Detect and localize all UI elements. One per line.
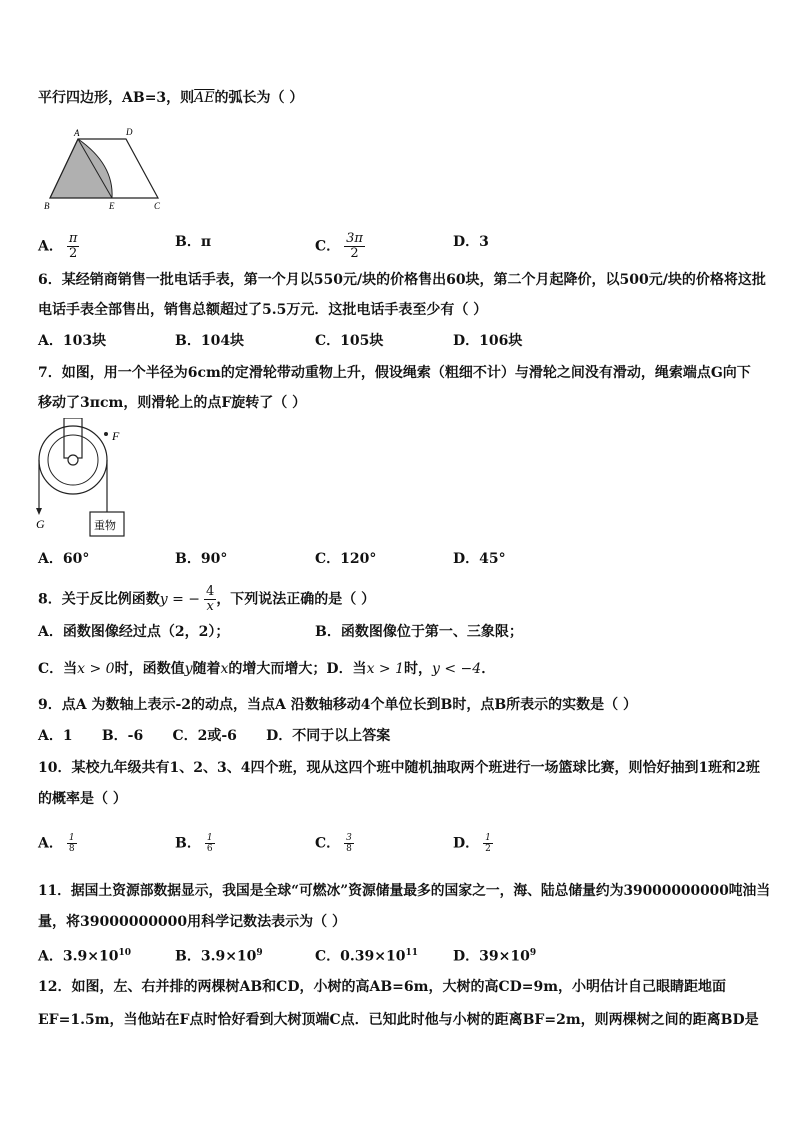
q7-line-1: 7．如图，用一个半径为6cm的定滑轮带动重物上升，假设绳索（粗细不计）与滑轮之间没有滑动，绳索端点G向下 xyxy=(38,365,751,381)
q10-option-d-label: D． xyxy=(453,835,480,852)
q11-option-d-exp: 9 xyxy=(529,948,537,958)
q5-stem-pre: 平行四边形，AB=3，则 xyxy=(38,90,195,106)
q5-option-c-fraction xyxy=(344,232,365,261)
q8-option-c-mid: 时，函数值 xyxy=(114,661,185,677)
q10-option-a-den: 8 xyxy=(68,844,75,854)
q5-option-b: B．π xyxy=(175,234,212,250)
q10-option-b xyxy=(175,833,215,854)
q5-option-c-label: C． xyxy=(315,238,341,255)
q12-line-1: 12．如图，左、右并排的两棵树AB和CD，小树的高AB=6m，大树的高CD=9m，小明估计自己眼睛距地面 xyxy=(38,979,727,995)
q8-stem-post: ，下列说法正确的是（ ） xyxy=(216,591,376,608)
q8-option-d-cond: x > 1 xyxy=(366,661,404,677)
q11-line-2: 量，将39000000000用科学记数法表示为（ ） xyxy=(38,914,347,930)
q9-options: A．1 B．-6 C．2或-6 D．不同于以上答案 xyxy=(38,728,391,744)
q8-function-lhs: y = − xyxy=(159,591,201,608)
q5-option-c-den: 2 xyxy=(350,246,359,261)
q8-option-d-res: y < −4 xyxy=(432,661,482,677)
q10-option-c-label: C． xyxy=(315,835,341,852)
q6-option-d: D．106块 xyxy=(453,333,523,349)
q5-label-d: D xyxy=(126,127,133,137)
q10-option-a-label: A． xyxy=(38,835,63,852)
q6-option-c: C．105块 xyxy=(315,333,384,349)
q11-option-c-exp: 11 xyxy=(405,948,418,958)
q5-option-a xyxy=(38,232,79,261)
q5-label-b: B xyxy=(44,201,50,211)
q8-option-a: A．函数图像经过点（2，2）； xyxy=(38,624,230,640)
q5-option-c xyxy=(315,232,365,261)
q7-label-f: F xyxy=(112,429,120,443)
q9-stem: 9．点A 为数轴上表示-2的动点，当点A 沿数轴移动4个单位长到B时，点B所表示的实数是（ ） xyxy=(38,697,638,713)
q7-option-a: A．60° xyxy=(38,551,90,567)
q7-option-c: C．120° xyxy=(315,551,377,567)
q7-weight-label: 重物 xyxy=(94,519,116,532)
q8-option-c-mid2: 随着 xyxy=(192,661,221,677)
q7-label-g: G xyxy=(36,517,45,531)
q10-option-d-fraction xyxy=(483,833,493,854)
q10-option-b-den: 6 xyxy=(206,844,213,854)
q11-line-1: 11．据国土资源部数据显示，我国是全球“可燃冰”资源储量最多的国家之一，海、陆总储量约为39000000000吨油当 xyxy=(38,883,771,899)
q8-option-c-cond: x > 0 xyxy=(77,661,115,677)
q10-option-c-fraction xyxy=(344,833,354,854)
q11-option-b-base: B．3.9×10 xyxy=(175,948,257,965)
q8-option-c-x: x xyxy=(220,661,229,677)
q6-option-b: B．104块 xyxy=(175,333,245,349)
q10-option-d xyxy=(453,833,493,854)
q8-option-d-post: ． xyxy=(481,661,496,677)
q10-option-b-label: B． xyxy=(175,835,201,852)
q11-option-c xyxy=(315,943,418,967)
q5-label-e: E xyxy=(109,201,115,211)
q10-option-d-den: 2 xyxy=(485,844,491,854)
q7-pulley-figure xyxy=(34,418,134,544)
q8-stem-pre: 8．关于反比例函数 xyxy=(38,591,160,608)
q5-arc-label: $\overline{AE}$ xyxy=(194,90,215,106)
q5-stem-post: 的弧长为（ ） xyxy=(214,90,304,106)
q5-option-a-num: π xyxy=(68,231,78,246)
q10-option-b-num: 1 xyxy=(206,833,213,843)
q6-line-2: 电话手表全部售出，销售总额超过了5.5万元．这批电话手表至少有（ ） xyxy=(38,302,488,318)
q5-option-a-den: 2 xyxy=(69,246,78,261)
q10-option-d-num: 1 xyxy=(485,833,491,843)
q10-option-b-fraction xyxy=(205,833,215,854)
q10-line-1: 10．某校九年级共有1、2、3、4四个班，现从这四个班中随机抽取两个班进行一场篮球比赛，则恰好抽到1班和2班 xyxy=(38,760,760,776)
q11-option-a-base: A．3.9×10 xyxy=(38,948,119,965)
q11-option-d-base: D．39×10 xyxy=(453,948,530,965)
q10-option-a xyxy=(38,833,77,854)
q8-option-c-y: y xyxy=(184,661,193,677)
q8-function-fraction xyxy=(204,585,216,614)
q11-option-a-exp: 10 xyxy=(118,948,131,958)
q5-option-a-label: A． xyxy=(38,238,63,255)
q10-option-a-num: 1 xyxy=(68,833,75,843)
q11-option-b-exp: 9 xyxy=(256,948,263,958)
q10-option-c-den: 8 xyxy=(346,844,352,854)
q8-stem xyxy=(38,585,375,614)
q11-option-a xyxy=(38,943,131,967)
q5-option-d: D．3 xyxy=(453,234,489,250)
q5-stem xyxy=(38,88,303,108)
q5-option-c-num: 3π xyxy=(346,231,363,246)
q11-option-c-base: C．0.39×10 xyxy=(315,948,406,965)
q7-line-2: 移动了3πcm，则滑轮上的点F旋转了（ ） xyxy=(38,395,307,411)
q8-option-b: B．函数图像位于第一、三象限； xyxy=(315,624,523,640)
q5-option-a-fraction xyxy=(67,232,80,261)
q5-parallelogram-figure xyxy=(40,124,175,214)
q7-option-d: D．45° xyxy=(453,551,506,567)
q8-option-d-mid: 时， xyxy=(404,661,432,677)
q12-line-2: EF=1.5m，当他站在F点时恰好看到大树顶端C点．已知此时他与小树的距离BF=2m，则两棵树之间的距离BD是 xyxy=(38,1012,759,1028)
q6-line-1: 6．某经销商销售一批电话手表，第一个月以550元/块的价格售出60块，第二个月起降价，以500元/块的价格将这批 xyxy=(38,272,766,288)
q8-function-den: x xyxy=(206,599,214,614)
q8-function-num: 4 xyxy=(206,584,215,599)
q10-line-2: 的概率是（ ） xyxy=(38,791,127,807)
q8-option-c-post: 的增大而增大； xyxy=(228,661,327,677)
q10-option-c xyxy=(315,833,354,854)
q10-option-a-fraction xyxy=(67,833,77,854)
q8-option-c-pre: C．当 xyxy=(38,661,78,677)
q8-option-d-pre: D．当 xyxy=(326,661,367,677)
q8-option-c-d xyxy=(38,659,495,679)
q7-option-b: B．90° xyxy=(175,551,228,567)
q11-option-b xyxy=(175,943,263,967)
q5-label-c: C xyxy=(154,201,161,211)
q5-label-a: A xyxy=(74,128,80,138)
q10-option-c-num: 3 xyxy=(346,833,352,843)
q11-option-d xyxy=(453,943,536,967)
q6-option-a: A．103块 xyxy=(38,333,107,349)
